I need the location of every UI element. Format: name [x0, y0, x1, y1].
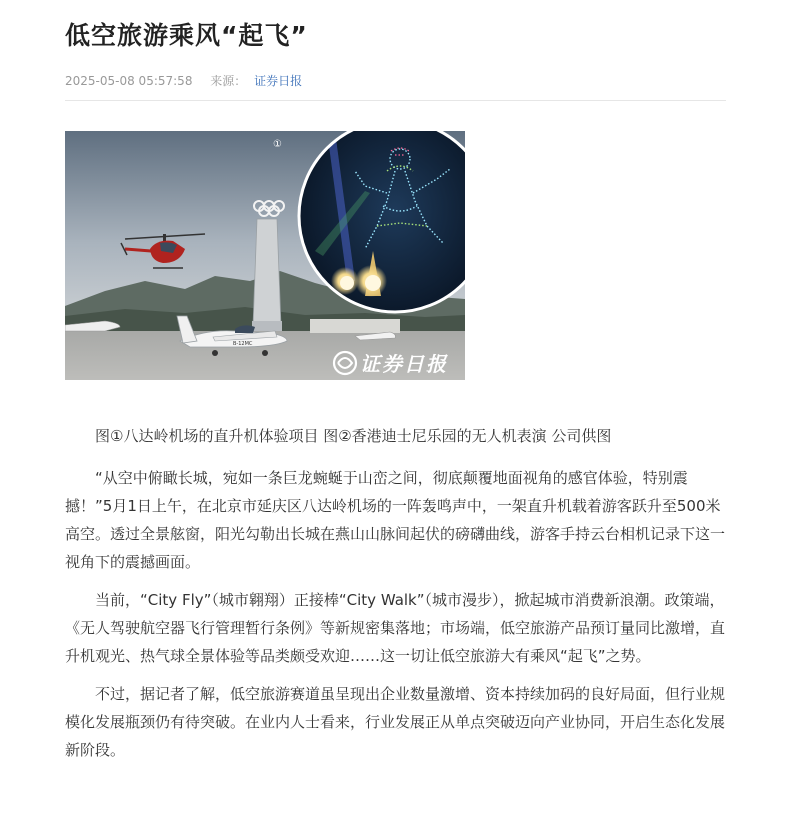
article-meta	[65, 72, 302, 89]
paragraph-2: 当前，“City Fly”（城市翱翔）正接棒“City Walk”（城市漫步），掀起城市消费新浪潮。政策端，《无人驾驶航空器飞行管理暂行条例》等新规密集落地；市场端，低空旅游产品预订量同比激增，直升机观光、热气球全景体验等品类颇受欢迎……这一切让低空旅游大有乘风“起飞”之势。	[65, 591, 726, 665]
image-caption: 图①八达岭机场的直升机体验项目 图②香港迪士尼乐园的无人机表演 公司供图	[95, 427, 612, 445]
article-body	[65, 422, 726, 774]
publish-date: 2025-05-08 05:57:58	[65, 74, 193, 88]
article-image	[65, 131, 465, 380]
plane-code: B-12MC	[233, 341, 253, 347]
source-label: 来源：	[210, 74, 247, 88]
divider	[65, 100, 726, 101]
hangar	[310, 319, 400, 333]
article-title: 低空旅游乘风“起飞”	[65, 21, 308, 50]
paragraph-3: 不过，据记者了解，低空旅游赛道虽呈现出企业数量激增、资本持续加码的良好局面，但行业规模化发展瓶颈仍有待突破。在业内人士看来，行业发展正从单点突破迈向产业协同，开启生态化发展新阶段。	[65, 685, 726, 759]
image-marker: ①	[273, 139, 282, 150]
source-link[interactable]: 证券日报	[254, 74, 303, 88]
paragraph-1: “从空中俯瞰长城，宛如一条巨龙蜿蜒于山峦之间，彻底颠覆地面视角的感官体验，特别震撼！”5月1日上午，在北京市延庆区八达岭机场的一阵轰鸣声中，一架直升机载着游客跃升至500米高空。透过全景舷窗，阳光勾勒出长城在燕山山脉间起伏的磅礴曲线，游客手持云台相机记录下这一视角下的震撼画面。	[65, 469, 726, 571]
watermark-text: 证券日报	[360, 352, 448, 376]
